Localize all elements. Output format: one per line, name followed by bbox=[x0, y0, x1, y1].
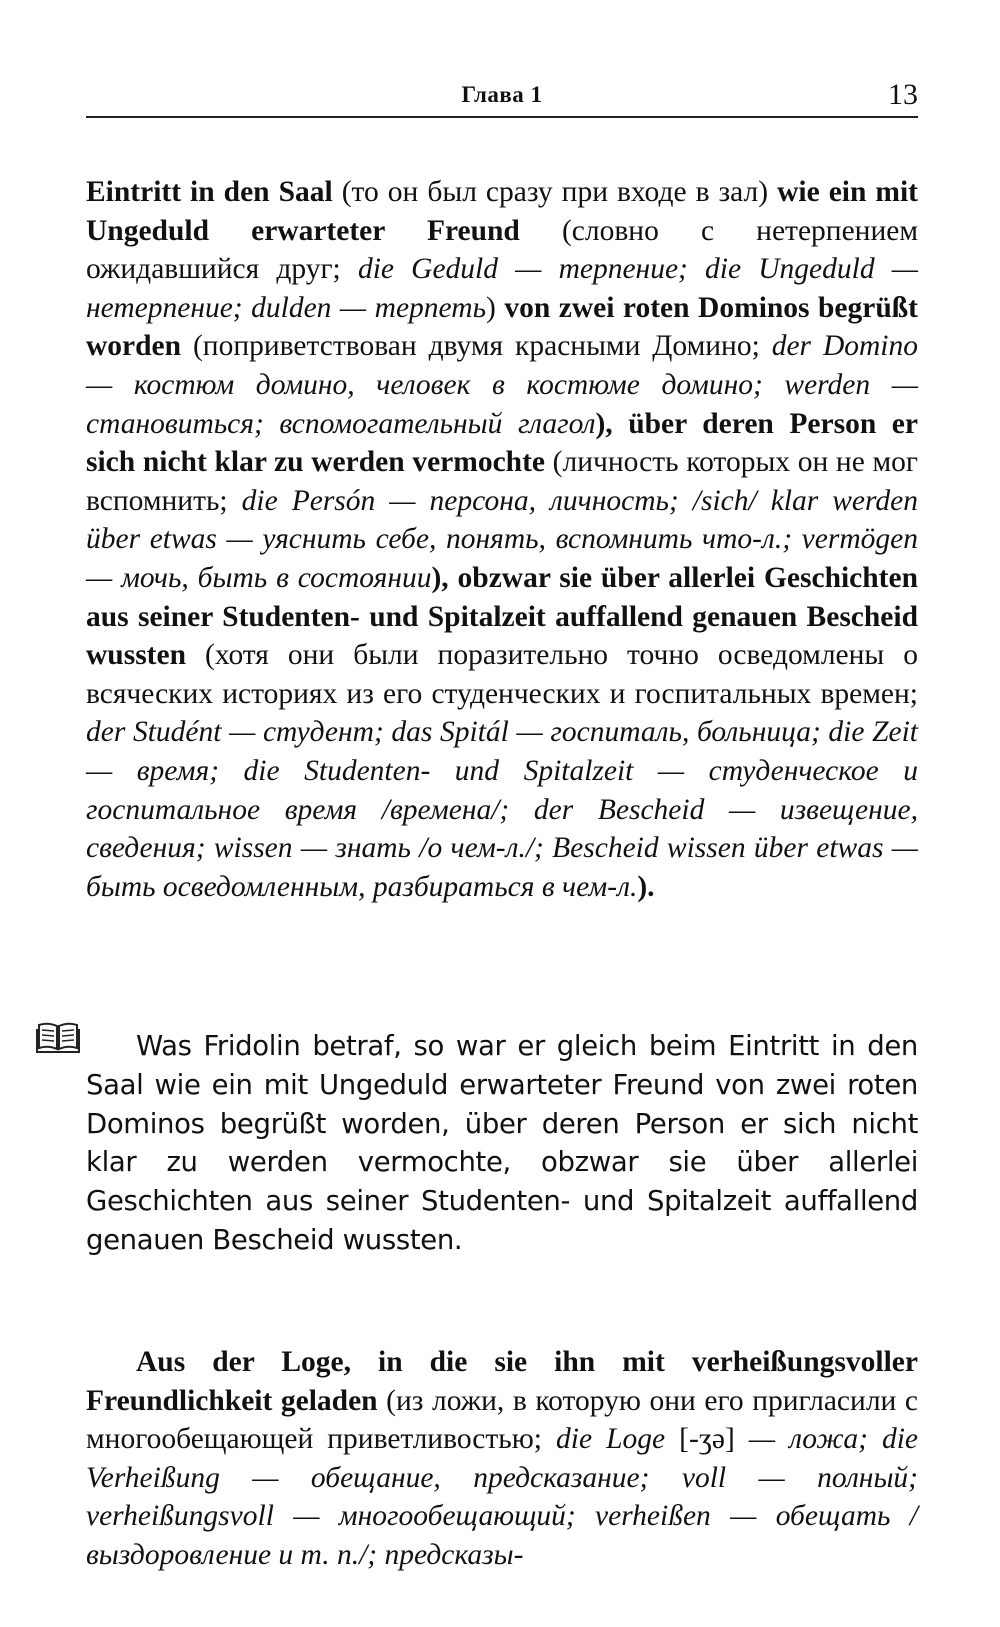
german-phrase: Aus der Loge, in die sie ihn mit verheißungsvoller Freundlichkeit geladen bbox=[86, 1346, 918, 1417]
russian-translation: (из ложи, в которую они его пригласили с многообещающей приветливостью; bbox=[86, 1384, 918, 1456]
vocabulary-note: die Persón — персона, личность; /sich/ klar werden über etwas — уяснить себе, понять, вспомнить что-л.; vermögen — мочь, быть в состоянии bbox=[86, 484, 919, 594]
russian-translation: (поприветствован двумя красными Домино; bbox=[181, 330, 772, 363]
open-book-icon bbox=[36, 1021, 80, 1055]
russian-translation: (личность которых он не мог вспомнить; bbox=[86, 446, 918, 517]
german-phrase: von zwei roten Dominos begrüßt worden bbox=[86, 291, 919, 363]
annotated-paragraph-1 bbox=[86, 173, 918, 906]
vocabulary-note: — ложа; die Verheißung — обещание, предсказание; voll — полный; verheißungsvoll — многообещающий; verheißen — обещать /выздоровление и т. п./; предсказы- bbox=[86, 1423, 918, 1571]
russian-translation: ) bbox=[486, 291, 505, 324]
german-phrase: Eintritt in den Saal bbox=[86, 176, 333, 208]
german-phrase: ), obzwar sie über allerlei Geschichten aus seiner Studenten- und Spitalzeit auffallend genauen Bescheid wussten bbox=[86, 561, 919, 672]
russian-translation: (хотя они были поразительно точно осведомлены о всяческих историях из его студенческих и госпитальных времен; bbox=[86, 639, 918, 710]
annotated-paragraph-2 bbox=[86, 1343, 918, 1575]
original-german-text: Was Fridolin betraf, so war er gleich beim Eintritt in den Saal wie ein mit Ungeduld erwarteter Freund von zwei roten Dominos begrüßt worden, über deren Person er sich nicht klar zu werden vermochte, obzwar sie über allerlei Geschichten aus seiner Studenten- und Spitalzeit auffallend genauen Bescheid wussten. bbox=[86, 1030, 918, 1256]
page-number: 13 bbox=[888, 78, 918, 111]
transcription: [-ʒə] bbox=[665, 1423, 749, 1456]
chapter-title: Глава 1 bbox=[461, 82, 543, 107]
russian-translation: (словно с нетерпением ожидавшийся друг; bbox=[86, 214, 918, 286]
vocabulary-note: die Loge bbox=[556, 1423, 666, 1456]
vocabulary-note: die Geduld — терпение; die Ungeduld — нетерпение; dulden — терпеть bbox=[86, 253, 918, 324]
vocabulary-note: der Domino — костюм домино, человек в костюме домино; werden — становиться; вспомогательный глагол bbox=[86, 330, 919, 440]
page-header bbox=[86, 76, 918, 118]
german-phrase: wie ein mit Ungeduld erwarteter Freund bbox=[86, 176, 919, 247]
german-phrase: ). bbox=[637, 870, 655, 903]
vocabulary-note: der Studént — студент; das Spitál — госпиталь, больница; die Zeit — время; die Studenten- und Spitalzeit — студенческое и госпитальное время /времена/; der Bescheid — извещение, сведения; wissen — знать /о чем-л./; Bescheid wissen über etwas — быть осведомленным, разбираться в чем-л. bbox=[86, 716, 918, 903]
german-phrase: ), über deren Person er sich nicht klar zu werden vermochte bbox=[86, 407, 918, 479]
russian-translation: (то он был сразу при входе в зал) bbox=[332, 176, 778, 208]
